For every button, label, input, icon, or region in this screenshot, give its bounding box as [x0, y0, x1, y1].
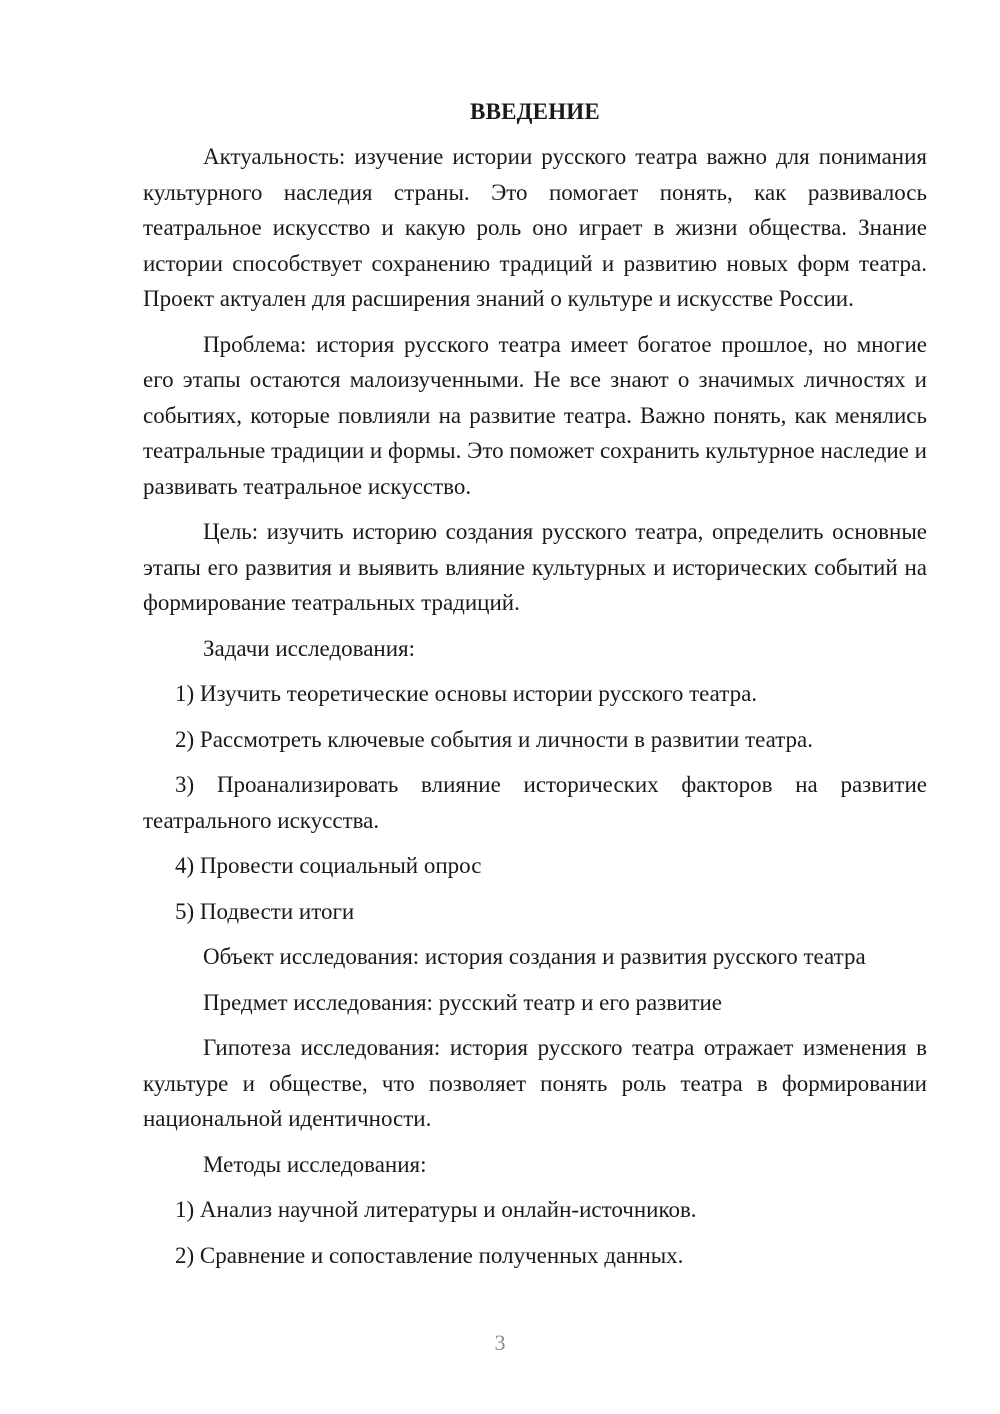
task-item-4: 4) Провести социальный опрос: [175, 853, 482, 878]
research-object: Объект исследования: история создания и развития русского театра: [203, 944, 866, 969]
task-item-2: 2) Рассмотреть ключевые события и личности в развитии театра.: [175, 726, 814, 752]
problem-paragraph: Проблема: история русского театра имеет богатое прошлое, но многие его этапы остаются малоизученными. Не все знают о значимых личностях и событиях, которые повлияли на развитие театра. Важно понять, как менялись театральные традиции и формы. Это поможет сохранить культурное наследие и развивать театральное искусство.: [143, 331, 927, 499]
methods-heading: Методы исследования:: [203, 1151, 427, 1177]
document-body: [143, 94, 927, 1283]
page-number: 3: [494, 1330, 506, 1355]
task-item-1: 1) Изучить теоретические основы истории русского театра.: [175, 681, 758, 706]
tasks-heading: Задачи исследования:: [203, 635, 416, 661]
research-subject: Предмет исследования: русский театр и его развитие: [203, 989, 722, 1015]
method-item-2: 2) Сравнение и сопоставление полученных данных.: [175, 1242, 684, 1268]
method-item-1: 1) Анализ научной литературы и онлайн-источников.: [175, 1197, 697, 1222]
relevance-paragraph: Актуальность: изучение истории русского театра важно для понимания культурного наследия страны. Это помогает понять, как развивалось театральное искусство и какую роль оно играет в жизни общества. Знание истории способствует сохранению традиций и развитию новых форм театра. Проект актуален для расширения знаний о культуре и искусстве России.: [143, 144, 927, 311]
goal-paragraph: Цель: изучить историю создания русского театра, определить основные этапы его развития и выявить влияние культурных и исторических событий на формирование театральных традиций.: [143, 519, 927, 615]
page-title: ВВЕДЕНИЕ: [470, 99, 600, 124]
task-item-5: 5) Подвести итоги: [175, 898, 355, 924]
task-item-3: 3) Проанализировать влияние исторических факторов на развитие театрального искусства.: [143, 772, 927, 833]
hypothesis-paragraph: Гипотеза исследования: история русского театра отражает изменения в культуре и обществе, что позволяет понять роль театра в формировании национальной идентичности.: [143, 1035, 927, 1131]
